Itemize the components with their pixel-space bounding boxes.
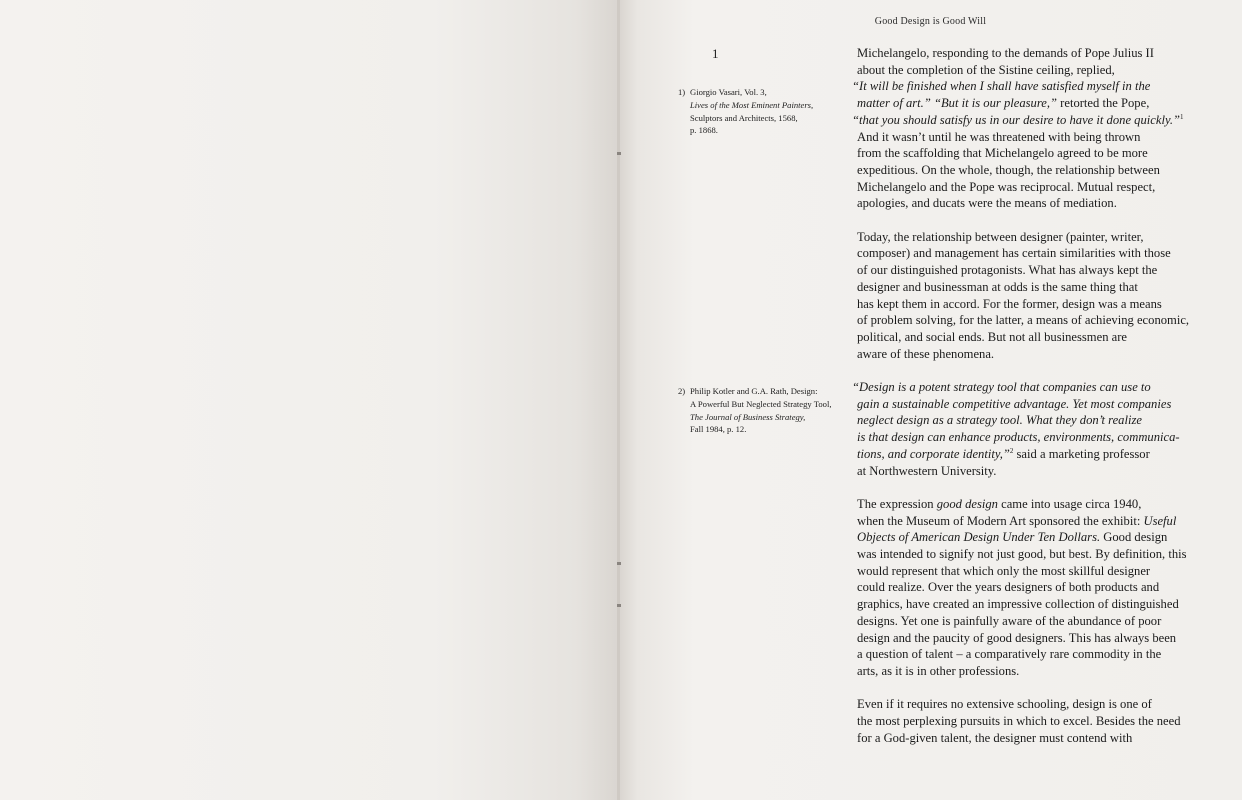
footnote-line: Philip Kotler and G.A. Rath, Design:: [690, 386, 818, 396]
text-line: is that design can enhance products, environments, communica-: [857, 430, 1180, 445]
text-line: at Northwestern University.: [857, 463, 997, 478]
footnote-line: p. 1868.: [690, 125, 718, 136]
quote-fragment: tions, and corporate identity,”: [857, 446, 1010, 461]
text-line: neglect design as a strategy tool. What they don’t realize: [857, 413, 1142, 428]
page-number: 1: [712, 46, 719, 61]
text-line: of our distinguished protagonists. What has always kept the: [857, 263, 1158, 278]
text-line: Even if it requires no extensive schooling, design is one of: [857, 697, 1152, 712]
text-line: graphics, have created an impressive collection of distinguished: [857, 597, 1179, 612]
footnote-marker: 1): [678, 87, 686, 97]
quote-fragment: “But it is our pleasure,”: [930, 96, 1058, 111]
footnote-marker: 2): [678, 386, 686, 396]
text-line: could realize. Over the years designers of both products and: [857, 580, 1160, 595]
text-line: Today, the relationship between designer (painter, writer,: [857, 229, 1144, 244]
text-line: [857, 513, 1237, 530]
text-line: of problem solving, for the latter, a means of achieving economic,: [857, 313, 1190, 328]
text-line: composer) and management has certain similarities with those: [857, 246, 1171, 261]
text-line: from the scaffolding that Michelangelo agreed to be more: [857, 146, 1148, 161]
text-line: aware of these phenomena.: [857, 346, 995, 361]
footnote-line: The Journal of Business Strategy,: [690, 411, 806, 422]
footnote-1: [678, 86, 813, 137]
text-line: has kept them in accord. For the former, design was a means: [857, 296, 1162, 311]
footnote-line: Sculptors and Architects, 1568,: [690, 112, 798, 123]
footnote-line: Giorgio Vasari, Vol. 3,: [690, 87, 767, 97]
exhibit-title: Objects of American Design Under Ten Dollars.: [857, 530, 1101, 545]
text-fragment: Good design: [1100, 530, 1168, 545]
text-line: And it wasn’t until he was threatened with being thrown: [857, 129, 1141, 144]
text-line: apologies, and ducats were the means of mediation.: [857, 196, 1117, 211]
text-line: a question of talent – a comparatively rare commodity in the: [857, 647, 1162, 662]
paragraph-2: [857, 229, 1237, 363]
footnote-line: A Powerful But Neglected Strategy Tool,: [690, 398, 832, 409]
text-line: designer and businessman at odds is the same thing that: [857, 279, 1138, 294]
running-head: Good Design is Good Will: [874, 16, 987, 27]
text-fragment: retorted the Pope,: [1057, 96, 1150, 111]
footnote-line: Fall 1984, p. 12.: [690, 424, 747, 435]
text-line: [857, 95, 1237, 112]
binding-mark: [617, 604, 621, 607]
body-text: [852, 45, 1237, 763]
footnote-line: Lives of the Most Eminent Painters,: [690, 99, 814, 110]
quote-fragment: “that you should satisfy us in our desire to have it done quickly.”: [852, 112, 1180, 127]
text-line: Michelangelo, responding to the demands of Pope Julius II: [857, 46, 1154, 60]
paragraph-4: [857, 496, 1237, 680]
exhibit-title: Useful: [1143, 513, 1177, 528]
text-line: [857, 446, 1237, 463]
text-line: “Design is a potent strategy tool that companies can use to: [852, 380, 1151, 395]
text-line: expeditious. On the whole, though, the relationship between: [857, 162, 1160, 177]
quote-fragment: matter of art.”: [857, 96, 931, 111]
text-line: arts, as it is in other professions.: [857, 663, 1020, 678]
text-line: would represent that which only the most skillful designer: [857, 563, 1151, 578]
text-line: “It will be finished when I shall have satisfied myself in the: [852, 79, 1151, 94]
text-fragment: said a marketing professor: [1013, 446, 1150, 461]
text-line: [857, 529, 1237, 546]
text-line: was intended to signify not just good, but best. By definition, this: [857, 547, 1187, 562]
text-line: design and the paucity of good designers. This has always been: [857, 630, 1177, 645]
text-fragment: when the Museum of Modern Art sponsored the exhibit:: [857, 513, 1144, 528]
text-fragment: came into usage circa 1940,: [997, 496, 1142, 511]
text-line: Michelangelo and the Pope was reciprocal. Mutual respect,: [857, 179, 1156, 194]
footnote-2: [678, 385, 832, 436]
text-line: designs. Yet one is painfully aware of the abundance of poor: [857, 613, 1162, 628]
left-page-blank: [0, 0, 619, 800]
paragraph-5: [857, 696, 1237, 746]
text-line: political, and social ends. But not all businessmen are: [857, 329, 1128, 344]
footnote-ref: 1: [1180, 112, 1184, 121]
book-gutter: [617, 0, 620, 800]
emphasis-fragment: good design: [936, 496, 998, 511]
text-fragment: The expression: [857, 496, 937, 511]
paragraph-3: [852, 379, 1237, 479]
paragraph-1: [852, 45, 1237, 212]
text-line: for a God-given talent, the designer must contend with: [857, 730, 1133, 745]
text-line: the most perplexing pursuits in which to excel. Besides the need: [857, 714, 1181, 729]
text-line: [857, 496, 1237, 513]
binding-mark: [617, 152, 621, 155]
text-line: gain a sustainable competitive advantage. Yet most companies: [857, 396, 1172, 411]
footnote-ref: 2: [1009, 446, 1014, 455]
binding-mark: [617, 562, 621, 565]
text-line: about the completion of the Sistine ceiling, replied,: [857, 62, 1115, 77]
text-line: [852, 112, 1237, 129]
